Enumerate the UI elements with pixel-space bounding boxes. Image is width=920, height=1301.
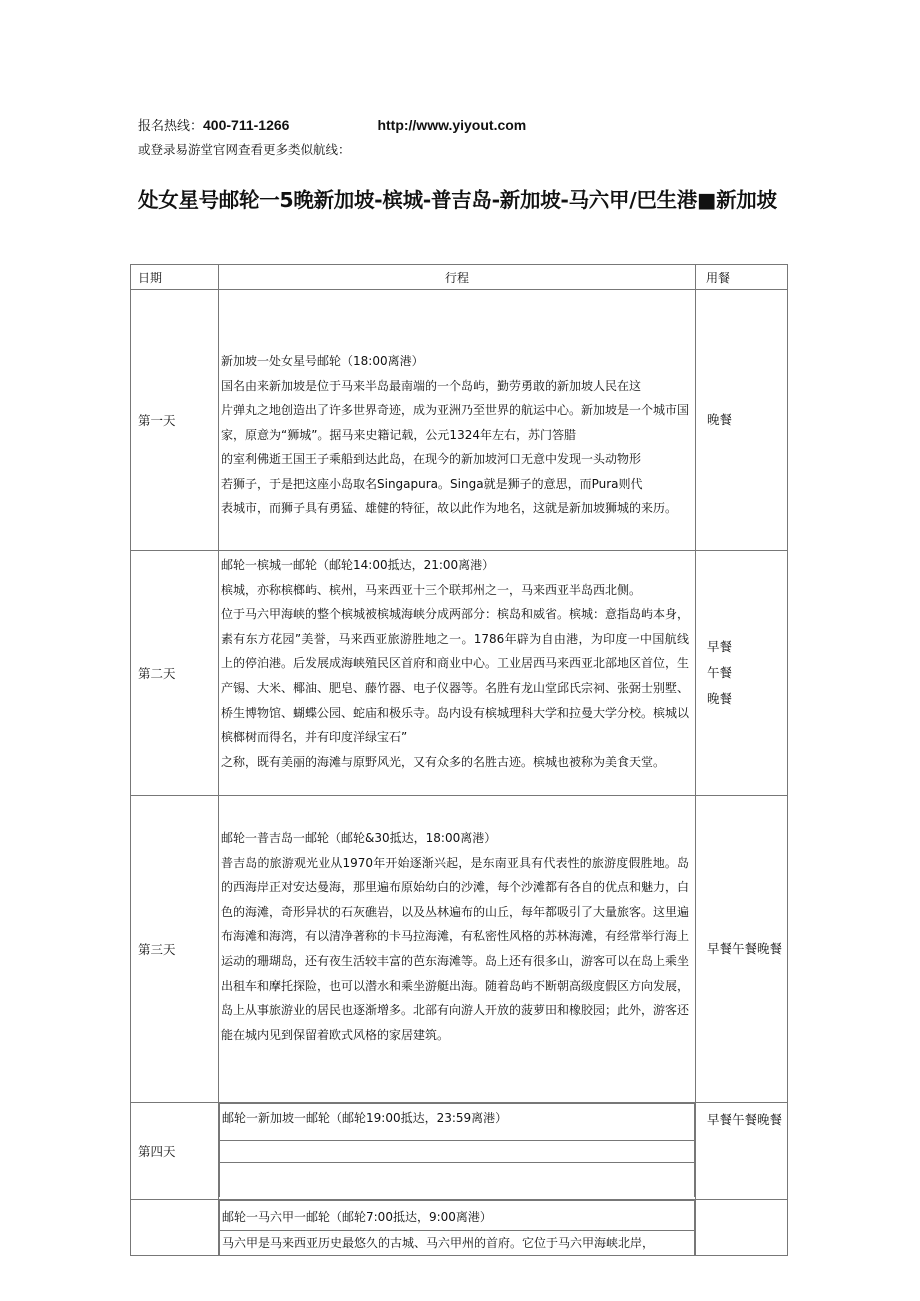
header-meals: 用餐 xyxy=(696,265,788,290)
inner-table xyxy=(219,1103,695,1197)
meals-cell: 早餐午餐晚餐 xyxy=(696,1103,788,1200)
empty-cell xyxy=(220,1163,695,1198)
meal-breakfast: 早餐 xyxy=(707,639,733,654)
day-cell: 第二天 xyxy=(131,551,219,796)
website-link[interactable]: http://www.yiyout.com xyxy=(377,117,527,133)
meals-cell xyxy=(696,551,788,796)
table-header-row xyxy=(131,265,788,290)
desc-line: 国名由来新加坡是位于马来半岛最南端的一个岛屿，勤劳勇敢的新加坡人民在这 xyxy=(221,378,642,393)
itinerary-cell xyxy=(219,290,696,551)
hotline-phone: 400-711-1266 xyxy=(203,117,290,133)
title-square-glyph: ■ xyxy=(696,188,717,212)
desc-line: 普吉岛的旅游观光业从1970年开始逐渐兴起，是东南亚具有代表性的旅游度假胜地。岛的西海岸正对安达曼海，那里遍布原始幼白的沙滩，每个沙滩都有各自的优点和魅力，白色的海滩，奇形异状的石灰礁岩，以及丛林遍布的山丘，每年都吸引了大量旅客。这里遍布海滩和海湾，有以清净著称的卡马拉海滩，有私密性风格的苏林海滩，有经常举行海上运动的珊瑚岛，还有夜生活较丰富的芭东海滩等。岛上还有很多山，游客可以在岛上乘坐出租车和摩托探险，也可以潜水和乘坐游艇出海。随着岛屿不断朝高级度假区方向发展，岛上从事旅游业的居民也逐渐增多。北部有向游人开放的菠萝田和橡胶园；此外，游客还能在城内见到保留着欧式风格的家居建筑。 xyxy=(221,855,690,1042)
meal-lunch: 午餐 xyxy=(707,665,733,680)
itinerary-cell xyxy=(219,1103,696,1200)
itinerary-table xyxy=(130,264,788,1256)
hotline-label: 报名热线： xyxy=(138,119,204,134)
table-row xyxy=(131,551,788,796)
day-cell: 第四天 xyxy=(131,1103,219,1200)
itinerary-cell xyxy=(219,796,696,1103)
desc-line: 位于马六甲海峡的整个槟城被槟城海峡分成两部分：槟岛和威省。槟城：意指岛屿本身，素有东方花园”美誉，马来西亚旅游胜地之一。1786年辟为自由港，为印度一中国航线上的停泊港。后发展成海峡殖民区首府和商业中心。工业居西马来西亚北部地区首位，生产锡、大米、椰油、肥皂、藤竹器、电子仪器等。名胜有龙山堂邱氏宗祠、张弼士别墅、桥生博物馆、蝴蝶公园、蛇庙和极乐寺。岛内设有槟城理科大学和拉曼大学分校。槟城以槟榔树而得名，并有印度洋绿宝石” xyxy=(221,607,690,745)
route-line: 邮轮一槟城一邮轮（邮轮14:00抵达，21:00离港） xyxy=(221,558,495,572)
meals-cell: 早餐午餐晚餐 xyxy=(696,796,788,1103)
hotline xyxy=(138,116,526,136)
desc-line: 马六甲是马来西亚历史最悠久的古城、马六甲州的首府。它位于马六甲海峡北岸， xyxy=(220,1230,695,1255)
table-row xyxy=(131,290,788,551)
itinerary-cell xyxy=(219,1200,696,1256)
empty-cell xyxy=(220,1141,695,1163)
day-cell: 第一天 xyxy=(131,290,219,551)
desc-line: 片弹丸之地创造出了许多世界奇迹，成为亚洲乃至世界的航运中心。新加坡是一个城市国家，原意为“狮城”。据马来史籍记载，公元1324年左右，苏门答腊 xyxy=(221,403,690,442)
itinerary-cell xyxy=(219,551,696,796)
day-cell xyxy=(131,1200,219,1256)
meal-dinner: 晚餐 xyxy=(707,691,733,706)
route-line: 新加坡一处女星号邮轮（18:00离港） xyxy=(221,353,424,368)
inner-table xyxy=(219,1200,695,1255)
meals-cell: 晚餐 xyxy=(696,290,788,551)
desc-line: 表城市，而狮子具有勇猛、雄健的特征，故以此作为地名，这就是新加坡狮城的来历。 xyxy=(221,501,678,516)
desc-line: 槟城，亦称槟榔屿、槟州，马来西亚十三个联邦州之一，马来西亚半岛西北侧。 xyxy=(221,582,642,597)
meals-cell xyxy=(696,1200,788,1256)
title-part1: 处女星号邮轮一5晚新加坡-槟城-普吉岛-新加坡-马六甲/巴生港 xyxy=(138,188,697,212)
page-title xyxy=(138,174,778,226)
table-row xyxy=(131,796,788,1103)
desc-line: 之称，既有美丽的海滩与原野风光，又有众多的名胜古迹。槟城也被称为美食天堂。 xyxy=(221,754,666,769)
route-line: 邮轮一马六甲一邮轮（邮轮7:00抵达，9:00离港） xyxy=(220,1201,695,1231)
header-day: 日期 xyxy=(131,265,219,290)
table-row xyxy=(131,1200,788,1256)
desc-line: 若狮子，于是把这座小岛取名Singapura。Singa就是狮子的意思，而Pura则代 xyxy=(221,476,643,491)
table-row xyxy=(131,1103,788,1200)
day-cell: 第三天 xyxy=(131,796,219,1103)
subtitle: 或登录易游堂官网查看更多类似航线： xyxy=(138,142,351,157)
header-itinerary: 行程 xyxy=(219,265,696,290)
route-line: 邮轮一普吉岛一邮轮（邮轮&30抵达，18:00离港） xyxy=(221,831,497,845)
title-part2: 新加坡 xyxy=(716,188,777,212)
desc-line: 的室利佛逝王国王子乘船到达此岛，在现今的新加坡河口无意中发现一头动物形 xyxy=(221,452,642,467)
route-line: 邮轮一新加坡一邮轮（邮轮19:00抵达，23:59离港） xyxy=(220,1104,695,1141)
